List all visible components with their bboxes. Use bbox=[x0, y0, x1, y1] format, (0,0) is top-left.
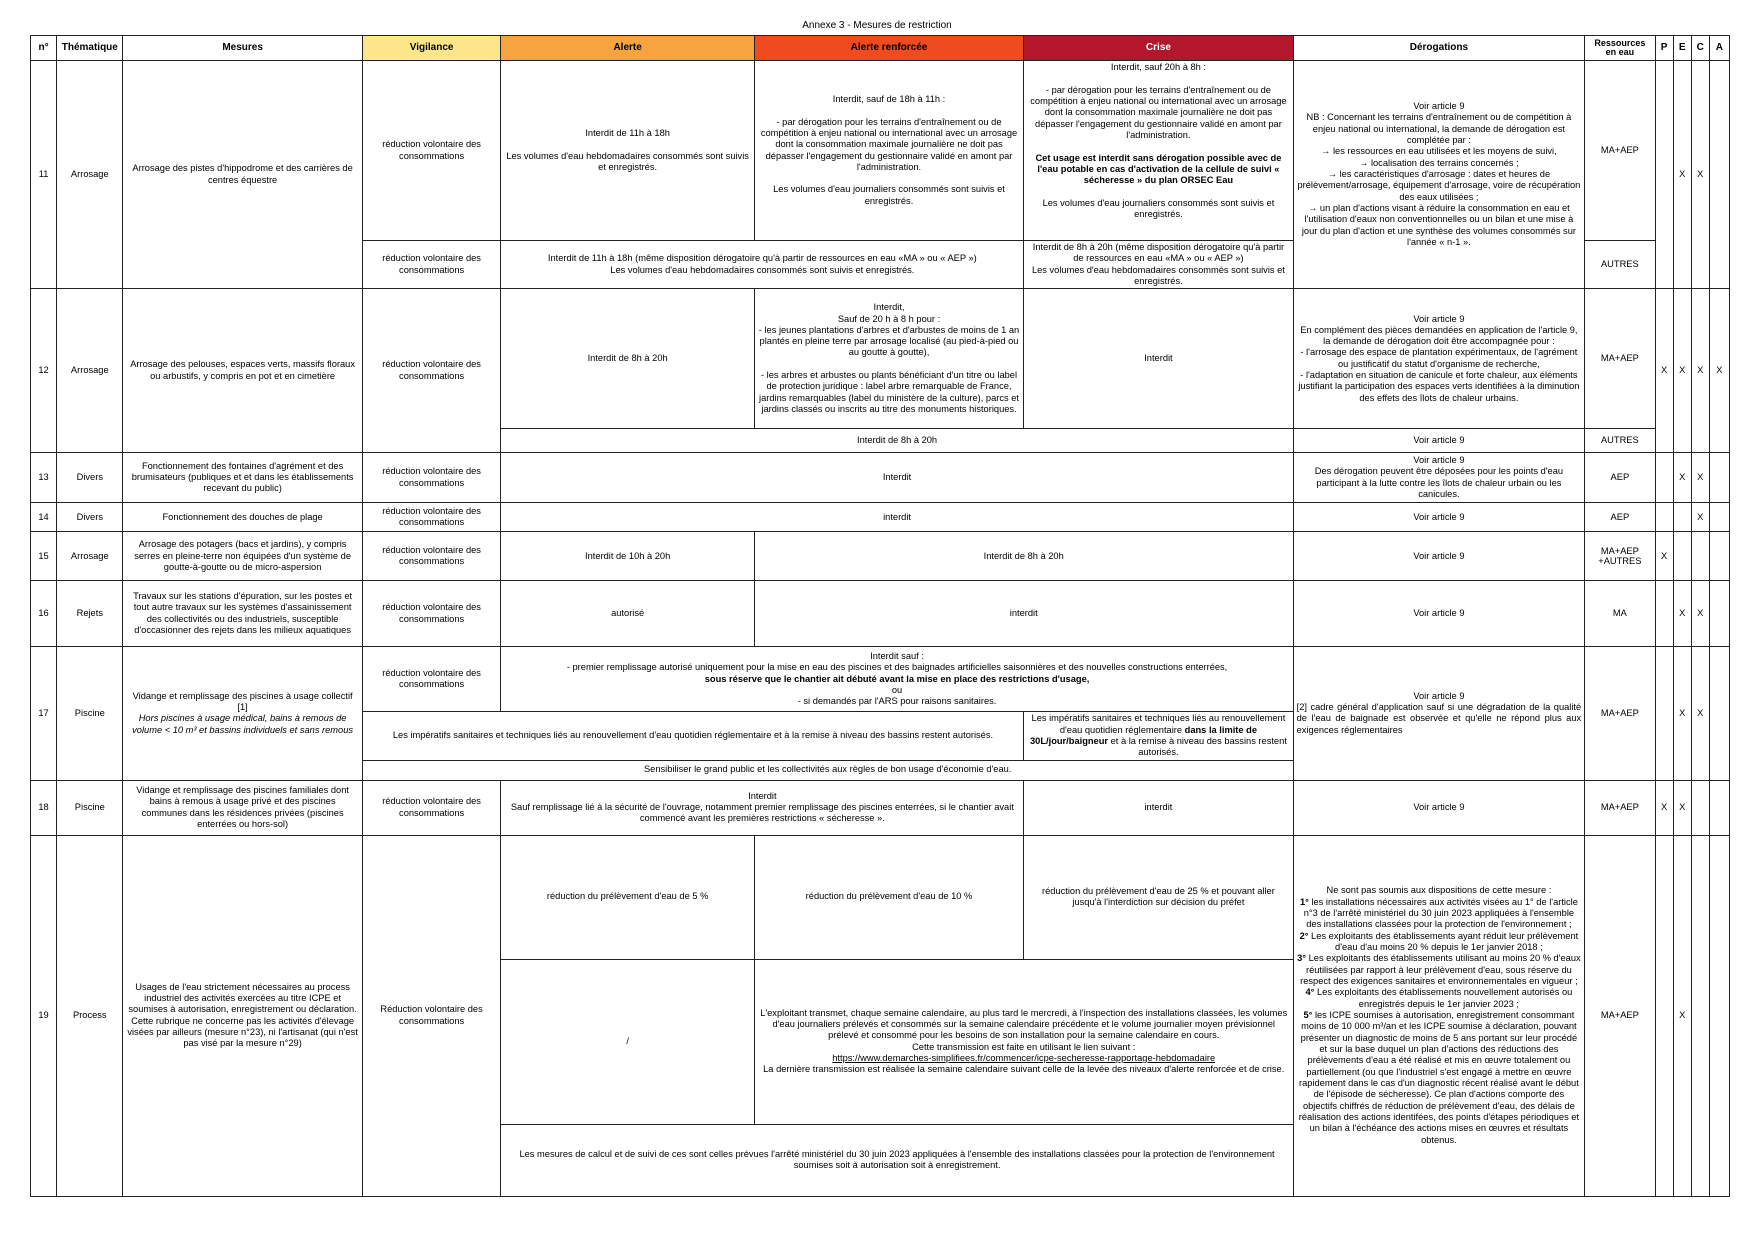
row-number: 17 bbox=[31, 647, 57, 780]
alerte-cell: / bbox=[501, 959, 754, 1124]
cell-text: La dernière transmission est réalisée la semaine calendaire suivant celle de la levée des niveaux d'alerte renforcée et de crise. bbox=[763, 1064, 1285, 1075]
cell-text: Les volumes d'eau hebdomadaires consommés sont suivis et enregistrés. bbox=[610, 264, 915, 275]
derogations-cell: Voir article 9 bbox=[1293, 503, 1585, 532]
header-alerte-renforcee: Alerte renforcée bbox=[754, 36, 1023, 61]
table-row bbox=[31, 289, 1730, 429]
cell-text: - par dérogation pour les terrains d'entraînement ou de compétition à enjeu national ou international avec un arrosage dont la consommation maximale journalière ne doit pas dépasser l'engagement du gestionnaire validé en amont par l'administration. bbox=[760, 116, 1018, 172]
row-mesure: Fonctionnement des douches de plage bbox=[123, 503, 362, 532]
cell-text: Des dérogation peuvent être déposées pour les points d'eau participant à la lutte contre les îlots de chaleur urbain ou les canicules. bbox=[1314, 466, 1564, 500]
ressources-cell: MA bbox=[1585, 581, 1655, 647]
row-theme: Piscine bbox=[57, 780, 123, 835]
header-thematique: Thématique bbox=[57, 36, 123, 61]
cell-text: - l'arrosage des espace de plantation expérimentaux, de l'agrément ou justificatif du statut d'organisme de recherche, bbox=[1300, 347, 1578, 369]
row-theme: Divers bbox=[57, 453, 123, 503]
e-cell bbox=[1673, 532, 1691, 581]
cell-text: Voir article 9 bbox=[1413, 455, 1465, 466]
p-cell: X bbox=[1655, 532, 1673, 581]
cell-text: Les exploitants des établissements utilisant au moins 20 % d'eaux réutilisées par rapport à leur prélèvement d'eau, sous réserve du respect des exigences sanitaires et environnementales en vigueur ; bbox=[1300, 953, 1581, 986]
crise-cell bbox=[1024, 241, 1293, 289]
derogations-cell: Voir article 9 bbox=[1293, 429, 1585, 453]
header-n: n° bbox=[31, 36, 57, 61]
header-p: P bbox=[1655, 36, 1673, 61]
cell-text: En complément des pièces demandées en application de l'article 9, la demande de dérogation doit être accompagnée pour : bbox=[1300, 324, 1578, 347]
row-theme: Piscine bbox=[57, 647, 123, 780]
c-cell: X bbox=[1691, 453, 1709, 503]
cell-text: Voir article 9 bbox=[1413, 690, 1465, 701]
alerte-cell: réduction du prélèvement d'eau de 5 % bbox=[501, 835, 754, 959]
cell-text: et à la remise à niveau des bassins restent autorisés. bbox=[1110, 735, 1287, 758]
cell-text: Interdit, sauf de 18h à 11h : bbox=[832, 93, 946, 104]
c-cell: X bbox=[1691, 581, 1709, 647]
header-c: C bbox=[1691, 36, 1709, 61]
a-cell bbox=[1709, 453, 1729, 503]
a-cell bbox=[1709, 532, 1729, 581]
p-cell bbox=[1655, 835, 1673, 1196]
cell-text: Interdit, bbox=[873, 302, 905, 313]
cell-text: Sauf remplissage lié à la sécurité de l'ouvrage, notamment premier remplissage des piscines enterrées, si le chantier avait commencé avant les premières restrictions « sécheresse ». bbox=[510, 801, 1014, 824]
table-row bbox=[31, 61, 1730, 241]
row-mesure: Arrosage des potagers (bacs et jardins), y compris serres en pleine-terre non équipées d'un système de goutte-à-goutte ou de micro-aspersion bbox=[123, 532, 362, 581]
cell-text: Les volumes d'eau hebdomadaires consommés sont suivis et enregistrés. bbox=[506, 150, 749, 172]
alerte-span-cell bbox=[501, 241, 1024, 289]
p-cell bbox=[1655, 647, 1673, 780]
a-cell: X bbox=[1709, 289, 1729, 453]
c-cell bbox=[1691, 780, 1709, 835]
row-mesure: Travaux sur les stations d'épuration, sur les postes et tout autre travaux sur les systèmes d'assainissement des collectivités ou des industriels, susceptible d'occasionner des rejets dans les milieux aquatiques bbox=[123, 581, 362, 647]
vigilance-cell: réduction volontaire des consommations bbox=[362, 503, 501, 532]
cell-text: Cet usage est interdit sans dérogation possible avec de l'eau potable en cas d'activation de la cellule de suivi « sécheresse » du plan ORSEC Eau bbox=[1035, 152, 1282, 186]
crise-cell bbox=[1024, 712, 1293, 760]
document-title: Annexe 3 - Mesures de restriction bbox=[802, 20, 952, 31]
crise-cell: réduction du prélèvement d'eau de 25 % et pouvant aller jusqu'à l'interdiction sur décision du préfet bbox=[1024, 835, 1293, 959]
span-cell: Interdit de 8h à 20h bbox=[501, 429, 1293, 453]
ressources-cell: AUTRES bbox=[1585, 429, 1655, 453]
cell-text: Interdit de 8h à 20h (même disposition dérogatoire qu'à partir de ressources en eau «MA » ou « AEP ») bbox=[1032, 242, 1285, 264]
crise-cell bbox=[1024, 61, 1293, 241]
table-row bbox=[31, 581, 1730, 647]
cell-text: → localisation des terrains concernés ; bbox=[1359, 157, 1519, 168]
cell-text: - par dérogation pour les terrains d'entraînement ou de compétition à enjeu national ou international avec un arrosage dont la consommation maximale journalière ne doit pas dépasser l'engagement du gestionnaire validé en amont par l'administration. bbox=[1030, 84, 1287, 140]
vigilance-cell: réduction volontaire des consommations bbox=[362, 532, 501, 581]
rapportage-link[interactable]: https://www.demarches-simplifiees.fr/commencer/icpe-secheresse-rapportage-hebdomadaire bbox=[832, 1052, 1216, 1063]
cell-text: 5° bbox=[1303, 1009, 1313, 1020]
derogations-cell bbox=[1293, 453, 1585, 503]
derogations-cell: Voir article 9 bbox=[1293, 581, 1585, 647]
span-cell: Les mesures de calcul et de suivi de ces sont celles prévues l'arrêté ministériel du 30 juin 2023 appliquées à l'ensemble des installations classées pour la protection de l'environnement soumises soit à autorisation soit à enregistrement. bbox=[501, 1124, 1293, 1196]
a-cell bbox=[1709, 780, 1729, 835]
row-number: 15 bbox=[31, 532, 57, 581]
ressources-cell: MA+AEP bbox=[1585, 780, 1655, 835]
restriction-table bbox=[30, 35, 1730, 1197]
ressources-cell: AUTRES bbox=[1585, 241, 1655, 289]
cell-text: - l'adaptation en situation de canicule et forte chaleur, aux éléments justifiant la participation des espaces verts identifiées à la diminution des effets des îlots de chaleur urbains. bbox=[1298, 370, 1580, 403]
row-number: 14 bbox=[31, 503, 57, 532]
cell-text: Interdit de 11h à 18h bbox=[585, 127, 670, 138]
table-row bbox=[31, 835, 1730, 959]
derogations-cell bbox=[1293, 647, 1585, 780]
cell-text: - premier remplissage autorisé uniquement pour la mise en eau des piscines et des baignades artificielles saisonnières et des nouvelles constructions enterrées, bbox=[566, 662, 1228, 673]
cell-text: Interdit sauf : bbox=[870, 650, 924, 661]
c-cell: X bbox=[1691, 61, 1709, 289]
alerte-cell bbox=[501, 61, 754, 241]
row-mesure bbox=[123, 647, 362, 780]
row-theme: Divers bbox=[57, 503, 123, 532]
crise-cell: interdit bbox=[1024, 780, 1293, 835]
ressources-cell: MA+AEP bbox=[1585, 289, 1655, 429]
e-cell: X bbox=[1673, 780, 1691, 835]
cell-text: Interdit bbox=[748, 790, 777, 801]
cell-text: les ICPE soumises à autorisation, enregistrement consommant moins de 10 000 m³/an et les ICPE soumise à déclaration, pouvant présenter un diagnostic de moins de 5 ans portant sur leur procédé et sur la base duquel un plan d'actions des réductions des prélèvements d'eau a été réalisé et mis en œuvre totalement ou partiellement (ou que l'industriel s'est engagé à mettre en œuvre rapidement dans le cas d'un diagnostic récent réalisé avant le début de l'épisode de sécheresse). Ce plan d'actions comporte des objectifs chiffrés de réduction de prélèvement d'eau, des délais de réalisation des actions identifées, des points d'étapes périodiques et un bilan à l'échéance des actions mises en œuvres et résultats obtenus. bbox=[1298, 1009, 1580, 1145]
vigilance-cell: réduction volontaire des consommations bbox=[362, 241, 501, 289]
a-cell bbox=[1709, 581, 1729, 647]
e-cell bbox=[1673, 503, 1691, 532]
cell-text: 3° bbox=[1297, 953, 1307, 964]
row-mesure: Arrosage des pistes d'hippodrome et des carrières de centres équestre bbox=[123, 61, 362, 289]
ressources-cell: MA+AEP +AUTRES bbox=[1585, 532, 1655, 581]
cell-text: Hors piscines à usage médical, bains à remous de volume < 10 m³ et bassins individuels et sans remous bbox=[132, 713, 354, 735]
cell-text: Cette transmission est faite en utilisant le lien suivant : bbox=[912, 1041, 1136, 1052]
e-cell: X bbox=[1673, 581, 1691, 647]
cell-text: - si demandés par l'ARS pour raisons sanitaires. bbox=[797, 696, 997, 707]
derogations-cell: Voir article 9 bbox=[1293, 780, 1585, 835]
header-e: E bbox=[1673, 36, 1691, 61]
vigilance-cell: réduction volontaire des consommations bbox=[362, 780, 501, 835]
derogations-cell: Voir article 9 bbox=[1293, 532, 1585, 581]
alerte-cell: Interdit de 10h à 20h bbox=[501, 532, 754, 581]
row-theme: Process bbox=[57, 835, 123, 1196]
cell-text: Cette rubrique ne concerne pas les activités d'élevage visées par ailleurs (mesure n°23), ni l'artisanat (qui n'est pas visé par la mesure n°29) bbox=[127, 1015, 358, 1049]
header-ressources: Ressources en eau bbox=[1585, 36, 1655, 61]
a-cell bbox=[1709, 503, 1729, 532]
header-crise: Crise bbox=[1024, 36, 1293, 61]
c-cell bbox=[1691, 532, 1709, 581]
cell-text: L'exploitant transmet, chaque semaine calendaire, au plus tard le mercredi, à l'inspection des installations classées, les volumes d'eau journaliers prélevés et consommés sur la semaine calendaire précédente et le volume journalier moyen prévisionnel prélevé et consommé pour les besoins de son installation pour la semaine calendaire en cours. bbox=[760, 1007, 1288, 1041]
cell-text: Les volumes d'eau journaliers consommés sont suivis et enregistrés. bbox=[1042, 197, 1275, 220]
alerte-renforcee-cell bbox=[754, 289, 1023, 429]
table-row bbox=[31, 503, 1730, 532]
cell-text: sous réserve que le chantier ait débuté avant la mise en place des restrictions d'usage, bbox=[704, 673, 1090, 684]
crise-cell: Interdit bbox=[1024, 289, 1293, 429]
cell-text: Les exploitants des établissements ayant réduit leur prélèvement d'eau d'au moins 20 % depuis le 1er janvier 2018 ; bbox=[1311, 930, 1579, 952]
cell-text: 2° bbox=[1299, 930, 1309, 941]
cell-text: Interdit, sauf 20h à 8h : bbox=[1110, 62, 1206, 72]
header-derogations: Dérogations bbox=[1293, 36, 1585, 61]
alerte-cell: Interdit de 8h à 20h bbox=[501, 289, 754, 429]
e-cell: X bbox=[1673, 835, 1691, 1196]
e-cell: X bbox=[1673, 453, 1691, 503]
vigilance-cell: réduction volontaire des consommations bbox=[362, 61, 501, 241]
vigilance-cell: réduction volontaire des consommations bbox=[362, 581, 501, 647]
span-cell: Interdit bbox=[501, 453, 1293, 503]
alerte-cell: autorisé bbox=[501, 581, 754, 647]
row-theme: Arrosage bbox=[57, 532, 123, 581]
row-theme: Arrosage bbox=[57, 289, 123, 453]
ressources-cell: AEP bbox=[1585, 453, 1655, 503]
header-vigilance: Vigilance bbox=[362, 36, 501, 61]
row-number: 11 bbox=[31, 61, 57, 289]
header-alerte: Alerte bbox=[501, 36, 754, 61]
cell-text: 1° bbox=[1299, 896, 1309, 907]
cell-text: Sauf de 20 h à 8 h pour : bbox=[837, 313, 941, 324]
alerte-renforcee-cell bbox=[754, 61, 1023, 241]
a-cell bbox=[1709, 61, 1729, 289]
span-cell bbox=[501, 780, 1024, 835]
p-cell bbox=[1655, 61, 1673, 289]
cell-text: Les volumes d'eau journaliers consommés sont suivis et enregistrés. bbox=[773, 184, 1005, 206]
ressources-cell: AEP bbox=[1585, 503, 1655, 532]
row-mesure bbox=[123, 835, 362, 1196]
derogations-cell bbox=[1293, 289, 1585, 429]
row-number: 12 bbox=[31, 289, 57, 453]
p-cell bbox=[1655, 581, 1673, 647]
derogations-cell bbox=[1293, 61, 1585, 289]
vigilance-cell: réduction volontaire des consommations bbox=[362, 453, 501, 503]
vigilance-cell: réduction volontaire des consommations bbox=[362, 289, 501, 453]
cell-text: 4° bbox=[1305, 987, 1315, 998]
c-cell: X bbox=[1691, 647, 1709, 780]
row-mesure: Vidange et remplissage des piscines familiales dont bains à remous à usage privé et des piscines communes dans les résidences privées (piscines enterrées ou hors-sol) bbox=[123, 780, 362, 835]
span-cell: Interdit de 8h à 20h bbox=[754, 532, 1293, 581]
cell-text: Usages de l'eau strictement nécessaires au process industriel des activités exercées au titre ICPE et soumises à autorisation, enregistrement ou déclaration. bbox=[128, 981, 357, 1015]
p-cell: X bbox=[1655, 780, 1673, 835]
cell-text: → un plan d'actions visant à réduire la consommation en eau et l'utilisation d'eaux non conventionnelles ou un bilan et une mise à jour du plan d'action et une synthèse des volumes consommés sur l'année « n-1 ». bbox=[1301, 202, 1576, 247]
c-cell bbox=[1691, 835, 1709, 1196]
e-cell: X bbox=[1673, 289, 1691, 453]
ressources-cell: MA+AEP bbox=[1585, 61, 1655, 241]
alerte-renforcee-cell: réduction du prélèvement d'eau de 10 % bbox=[754, 835, 1023, 959]
span-cell bbox=[501, 647, 1293, 712]
vigilance-cell: réduction volontaire des consommations bbox=[362, 647, 501, 712]
row-mesure: Arrosage des pelouses, espaces verts, massifs floraux ou arbustifs, y compris en pot et en cimetière bbox=[123, 289, 362, 453]
row-number: 13 bbox=[31, 453, 57, 503]
vigilance-cell: Réduction volontaire des consommations bbox=[362, 835, 501, 1196]
cell-text: Voir article 9 bbox=[1413, 101, 1465, 112]
cell-text: [2] cadre général d'application sauf si une dégradation de la qualité de l'eau de baignade est observée et qu'elle ne répond plus aux exigences réglementaires bbox=[1296, 702, 1582, 735]
cell-text: - les arbres et arbustes ou plants bénéficiant d'un titre ou label de protection juridique : label arbre remarquable de France, jardins remarquables (label du ministère de la culture), parcs et jardins classés ou inscrits au titre des monuments historiques. bbox=[759, 370, 1019, 415]
span-cell bbox=[754, 959, 1293, 1124]
row-theme: Rejets bbox=[57, 581, 123, 647]
header-row bbox=[31, 36, 1730, 61]
span-cell: Sensibiliser le grand public et les collectivités aux règles de bon usage d'économie d'eau. bbox=[362, 760, 1293, 780]
cell-text: Les impératifs sanitaires et techniques liés au renouvellement d'eau quotidien réglementaire bbox=[1031, 713, 1286, 735]
cell-text: → les ressources en eau utilisées et les moyens de suivi, bbox=[1321, 146, 1557, 157]
cell-text: Voir article 9 bbox=[1413, 313, 1465, 324]
p-cell bbox=[1655, 453, 1673, 503]
table-row bbox=[31, 647, 1730, 712]
cell-text: Ne sont pas soumis aux dispositions de cette mesure : bbox=[1326, 885, 1552, 896]
table-row bbox=[31, 453, 1730, 503]
row-number: 18 bbox=[31, 780, 57, 835]
row-number: 16 bbox=[31, 581, 57, 647]
row-theme: Arrosage bbox=[57, 61, 123, 289]
p-cell: X bbox=[1655, 289, 1673, 453]
cell-text: dans la limite de 30L/jour/baigneur bbox=[1030, 724, 1257, 746]
row-mesure: Fonctionnement des fontaines d'agrément et des brumisateurs (publiques et et dans les établissements recevant du public) bbox=[123, 453, 362, 503]
header-mesures: Mesures bbox=[123, 36, 362, 61]
cell-text: → les caractéristiques d'arrosage : dates et heures de prélèvement/arrosage, équipement d'arrosage, voire de récupération des eaux utilisées ; bbox=[1297, 168, 1581, 202]
cell-text: Vidange et remplissage des piscines à usage collectif [1] bbox=[132, 690, 353, 713]
e-cell: X bbox=[1673, 61, 1691, 289]
span-cell: Les impératifs sanitaires et techniques liés au renouvellement d'eau quotidien réglementaire et à la remise à niveau des bassins restent autorisés. bbox=[362, 712, 1023, 760]
cell-text: - les jeunes plantations d'arbres et d'arbustes de moins de 1 an plantés en pleine terre par arrosage localisé (au pied-à-pied ou au goutte à goutte), bbox=[758, 324, 1020, 358]
cell-text: ou bbox=[891, 684, 903, 695]
cell-text: Les exploitants des établissements nouvellement autorisés ou enregistrés depuis le 1er janvier 2023 ; bbox=[1317, 987, 1573, 1009]
p-cell bbox=[1655, 503, 1673, 532]
a-cell bbox=[1709, 835, 1729, 1196]
span-cell: interdit bbox=[754, 581, 1293, 647]
e-cell: X bbox=[1673, 647, 1691, 780]
c-cell: X bbox=[1691, 289, 1709, 453]
cell-text: les installations nécessaires aux activités visées au 1° de l'article n°3 de l'arrêté ministériel du 30 juin 2023 appliquées à l'ensemble des installations classées pour la protection de l'environnement ; bbox=[1303, 896, 1578, 930]
a-cell bbox=[1709, 647, 1729, 780]
derogations-cell bbox=[1293, 835, 1585, 1196]
row-number: 19 bbox=[31, 835, 57, 1196]
ressources-cell: MA+AEP bbox=[1585, 647, 1655, 780]
table-row bbox=[31, 780, 1730, 835]
cell-text: Interdit de 11h à 18h (même disposition dérogatoire qu'à partir de ressources en eau «MA » ou « AEP ») bbox=[547, 253, 977, 264]
cell-text: Les volumes d'eau hebdomadaires consommés sont suivis et enregistrés. bbox=[1031, 264, 1285, 286]
table-row bbox=[31, 532, 1730, 581]
cell-text: NB : Concernant les terrains d'entraînement ou de compétition à enjeu national ou international, la demande de dérogation est complétée par : bbox=[1306, 112, 1572, 145]
header-a: A bbox=[1709, 36, 1729, 61]
c-cell: X bbox=[1691, 503, 1709, 532]
span-cell: interdit bbox=[501, 503, 1293, 532]
ressources-cell: MA+AEP bbox=[1585, 835, 1655, 1196]
